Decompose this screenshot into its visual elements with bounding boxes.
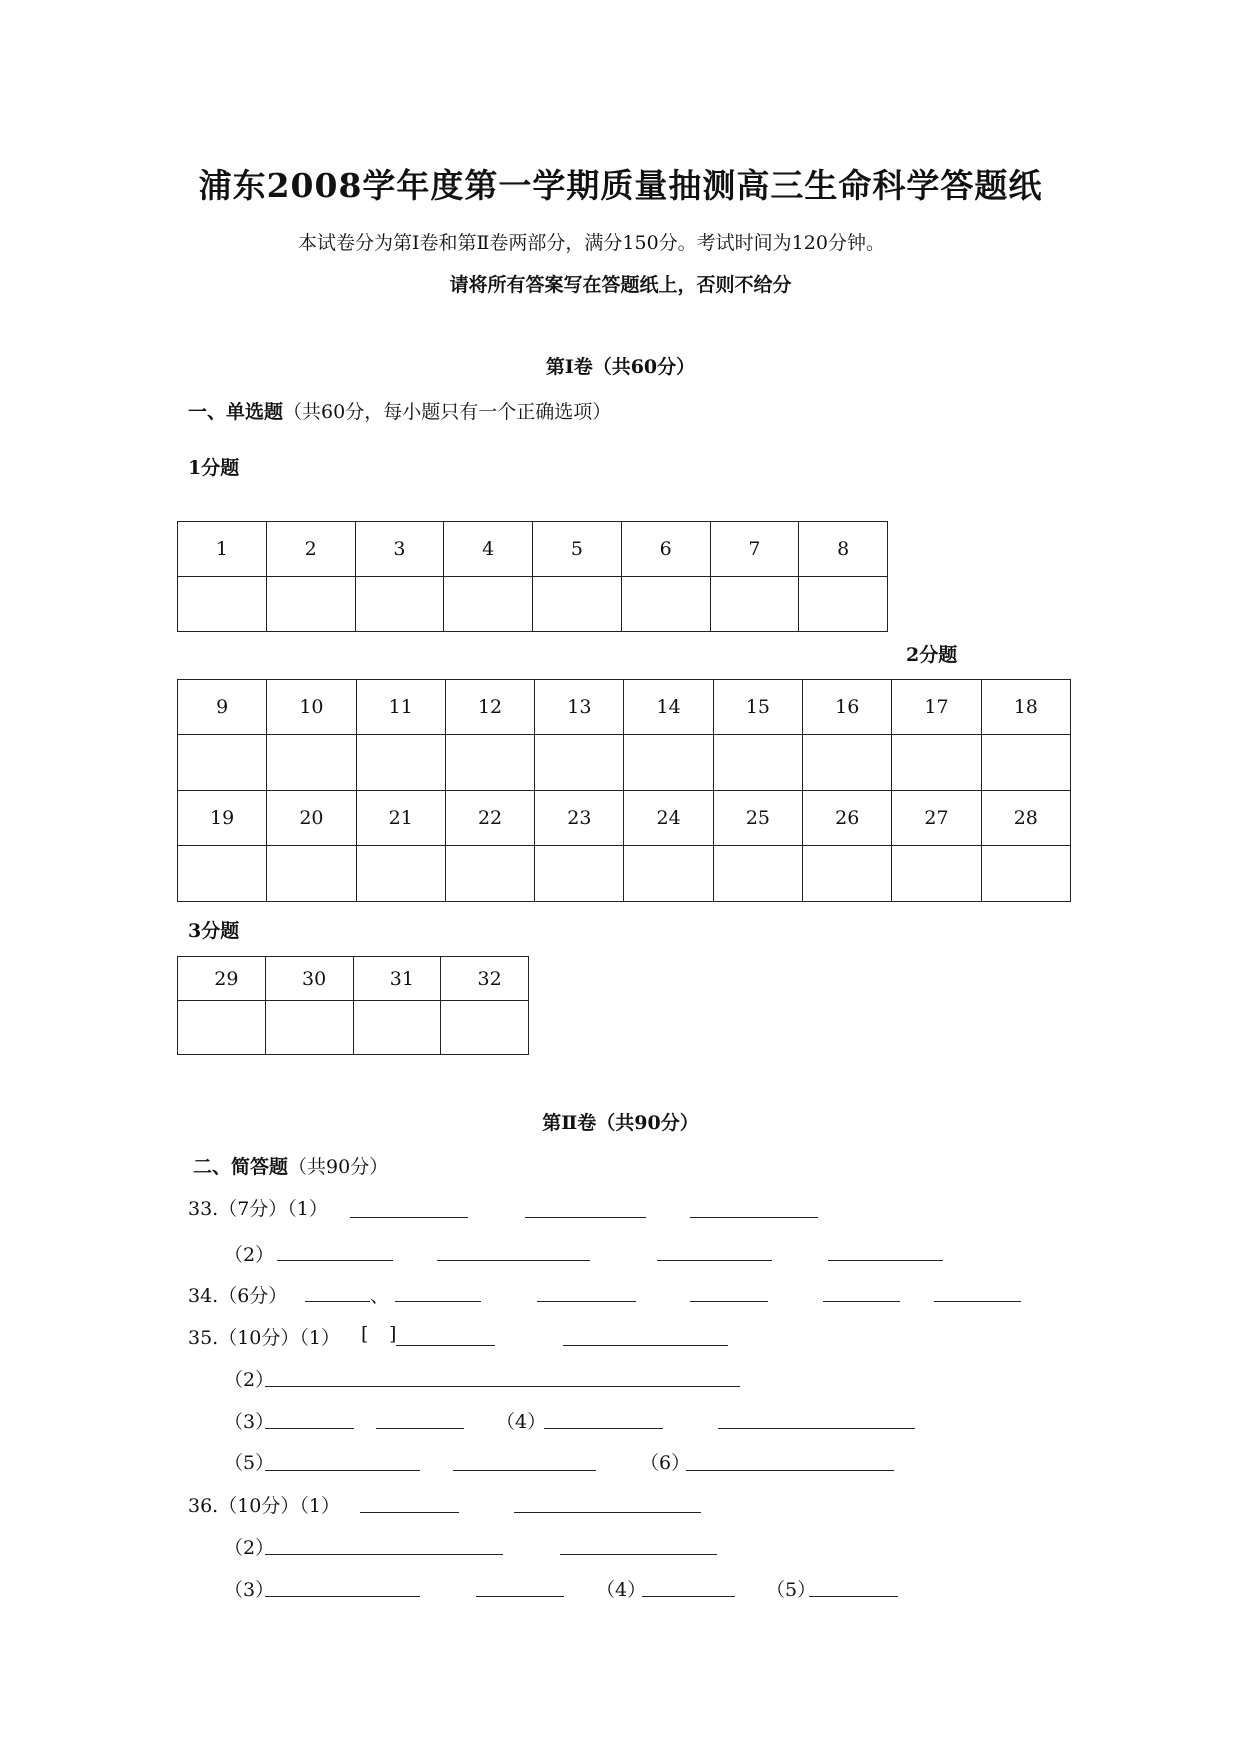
section1-note: （共60分，每小题只有一个正确选项） [283, 401, 612, 423]
answer-cell[interactable] [356, 735, 445, 791]
answer-blank[interactable] [265, 1470, 420, 1471]
answer-blank[interactable] [360, 1512, 459, 1513]
section1-heading [188, 397, 611, 424]
answer-cell[interactable] [535, 735, 624, 791]
answer-blank[interactable] [686, 1470, 894, 1471]
answer-cell[interactable] [266, 577, 355, 632]
question-number-cell: 27 [892, 791, 981, 846]
answer-blank[interactable] [437, 1260, 590, 1261]
answer-cell[interactable] [533, 577, 622, 632]
question-number-cell: 24 [624, 791, 713, 846]
answer-table-1pt [177, 521, 888, 632]
question-number-cell: 7 [710, 522, 799, 577]
question-number-cell: 10 [267, 680, 356, 735]
question-number-cell: 16 [803, 680, 892, 735]
answer-cell[interactable] [445, 846, 534, 902]
answer-cell[interactable] [355, 577, 444, 632]
answer-blank[interactable] [514, 1512, 701, 1513]
question-number-cell: 25 [713, 791, 802, 846]
answer-blank[interactable] [544, 1428, 663, 1429]
answer-blank[interactable] [277, 1260, 393, 1261]
question-36-label: 36.（10分）（1） [188, 1495, 340, 1517]
bracket-open: [ [361, 1323, 369, 1345]
question-36-part5-label: （5） [766, 1579, 817, 1601]
question-number-cell: 5 [533, 522, 622, 577]
question-number-cell: 22 [445, 791, 534, 846]
answer-cell[interactable] [265, 1001, 353, 1055]
answer-blank[interactable] [265, 1386, 740, 1387]
answer-cell[interactable] [803, 735, 892, 791]
question-33-label: 33.（7分）（1） [188, 1198, 328, 1220]
answer-blank[interactable] [265, 1428, 354, 1429]
question-number-cell: 30 [265, 957, 353, 1001]
question-number-cell: 3 [355, 522, 444, 577]
question-number-cell: 26 [803, 791, 892, 846]
question-34-label: 34.（6分） [188, 1285, 288, 1307]
bracket-close: ] [389, 1323, 397, 1345]
answer-cell[interactable] [981, 846, 1070, 902]
question-35-part6-label: （6） [640, 1452, 691, 1474]
answer-cell[interactable] [441, 1001, 529, 1055]
answer-table-2pt [177, 679, 1071, 902]
answer-blank[interactable] [453, 1470, 596, 1471]
section2-heading [193, 1152, 388, 1179]
question-number-cell: 32 [441, 957, 529, 1001]
section2-title: 二、简答题 [193, 1156, 289, 1178]
answer-blank[interactable] [690, 1301, 768, 1302]
answer-blank[interactable] [823, 1301, 900, 1302]
question-number-cell: 28 [981, 791, 1070, 846]
answer-cell[interactable] [267, 735, 356, 791]
answer-cell[interactable] [892, 735, 981, 791]
answer-cell[interactable] [803, 846, 892, 902]
group-label-1pt: 1分题 [188, 457, 240, 479]
question-number-cell: 12 [445, 680, 534, 735]
question-35-part5-label: （5） [224, 1452, 275, 1474]
answer-blank[interactable] [934, 1301, 1021, 1302]
answer-blank[interactable] [265, 1554, 503, 1555]
answer-cell[interactable] [356, 846, 445, 902]
question-number-cell: 8 [799, 522, 888, 577]
question-36-part4-label: （4） [596, 1579, 647, 1601]
question-35-part2-label: （2） [224, 1369, 275, 1391]
answer-blank[interactable] [642, 1596, 735, 1597]
answer-blank[interactable] [537, 1301, 636, 1302]
page-title: 浦东2008学年度第一学期质量抽测高三生命科学答题纸 [198, 166, 1043, 205]
exam-description: 本试卷分为第Ⅰ卷和第Ⅱ卷两部分，满分150分。考试时间为120分钟。 [298, 232, 885, 254]
answer-table-3pt [177, 956, 529, 1055]
answer-blank[interactable] [560, 1554, 717, 1555]
separator-mark: 、 [370, 1285, 390, 1307]
question-number-cell: 29 [178, 957, 266, 1001]
question-number-cell: 19 [178, 791, 267, 846]
answer-cell[interactable] [621, 577, 710, 632]
answer-blank[interactable] [265, 1596, 420, 1597]
answer-cell[interactable] [178, 1001, 266, 1055]
part2-heading: 第Ⅱ卷（共90分） [542, 1112, 699, 1134]
answer-blank[interactable] [828, 1260, 943, 1261]
answer-blank[interactable] [395, 1301, 481, 1302]
group-label-2pt: 2分题 [906, 644, 958, 666]
answer-cell[interactable] [713, 846, 802, 902]
question-number-cell: 15 [713, 680, 802, 735]
answer-cell[interactable] [981, 735, 1070, 791]
part1-heading: 第Ⅰ卷（共60分） [545, 356, 696, 378]
question-number-cell: 17 [892, 680, 981, 735]
question-number-cell: 9 [178, 680, 267, 735]
answer-cell[interactable] [444, 577, 533, 632]
answer-cell[interactable] [892, 846, 981, 902]
question-number-cell: 2 [266, 522, 355, 577]
answer-cell[interactable] [445, 735, 534, 791]
answer-cell[interactable] [624, 846, 713, 902]
answer-blank[interactable] [690, 1217, 818, 1218]
answer-cell[interactable] [178, 735, 267, 791]
answer-instruction: 请将所有答案写在答题纸上，否则不给分 [449, 274, 792, 296]
answer-cell[interactable] [267, 846, 356, 902]
question-number-cell: 4 [444, 522, 533, 577]
answer-cell[interactable] [713, 735, 802, 791]
answer-blank[interactable] [718, 1428, 915, 1429]
question-33-part2-label: （2） [224, 1244, 275, 1266]
section1-title: 一、单选题 [188, 401, 284, 423]
answer-cell[interactable] [624, 735, 713, 791]
question-35-part4-label: （4） [496, 1411, 547, 1433]
question-number-cell: 31 [353, 957, 441, 1001]
question-number-cell: 23 [535, 791, 624, 846]
question-number-cell: 21 [356, 791, 445, 846]
answer-cell[interactable] [535, 846, 624, 902]
answer-blank[interactable] [476, 1596, 564, 1597]
question-number-cell: 20 [267, 791, 356, 846]
answer-blank[interactable] [305, 1301, 370, 1302]
answer-blank[interactable] [396, 1345, 495, 1346]
answer-cell[interactable] [799, 577, 888, 632]
answer-blank[interactable] [525, 1217, 646, 1218]
question-number-cell: 18 [981, 680, 1070, 735]
group-label-3pt: 3分题 [188, 920, 240, 942]
question-36-part3-label: （3） [224, 1579, 275, 1601]
answer-blank[interactable] [657, 1260, 772, 1261]
question-number-cell: 1 [178, 522, 267, 577]
question-number-cell: 11 [356, 680, 445, 735]
answer-cell[interactable] [178, 846, 267, 902]
question-number-cell: 14 [624, 680, 713, 735]
question-number-cell: 13 [535, 680, 624, 735]
question-number-cell: 6 [621, 522, 710, 577]
question-35-label: 35.（10分）（1） [188, 1327, 340, 1349]
question-36-part2-label: （2） [224, 1537, 275, 1559]
answer-blank[interactable] [350, 1217, 468, 1218]
answer-blank[interactable] [563, 1345, 728, 1346]
section2-note: （共90分） [288, 1156, 389, 1178]
answer-blank[interactable] [809, 1596, 898, 1597]
answer-cell[interactable] [353, 1001, 441, 1055]
answer-blank[interactable] [376, 1428, 464, 1429]
question-35-part3-label: （3） [224, 1411, 275, 1433]
answer-cell[interactable] [710, 577, 799, 632]
answer-cell[interactable] [178, 577, 267, 632]
